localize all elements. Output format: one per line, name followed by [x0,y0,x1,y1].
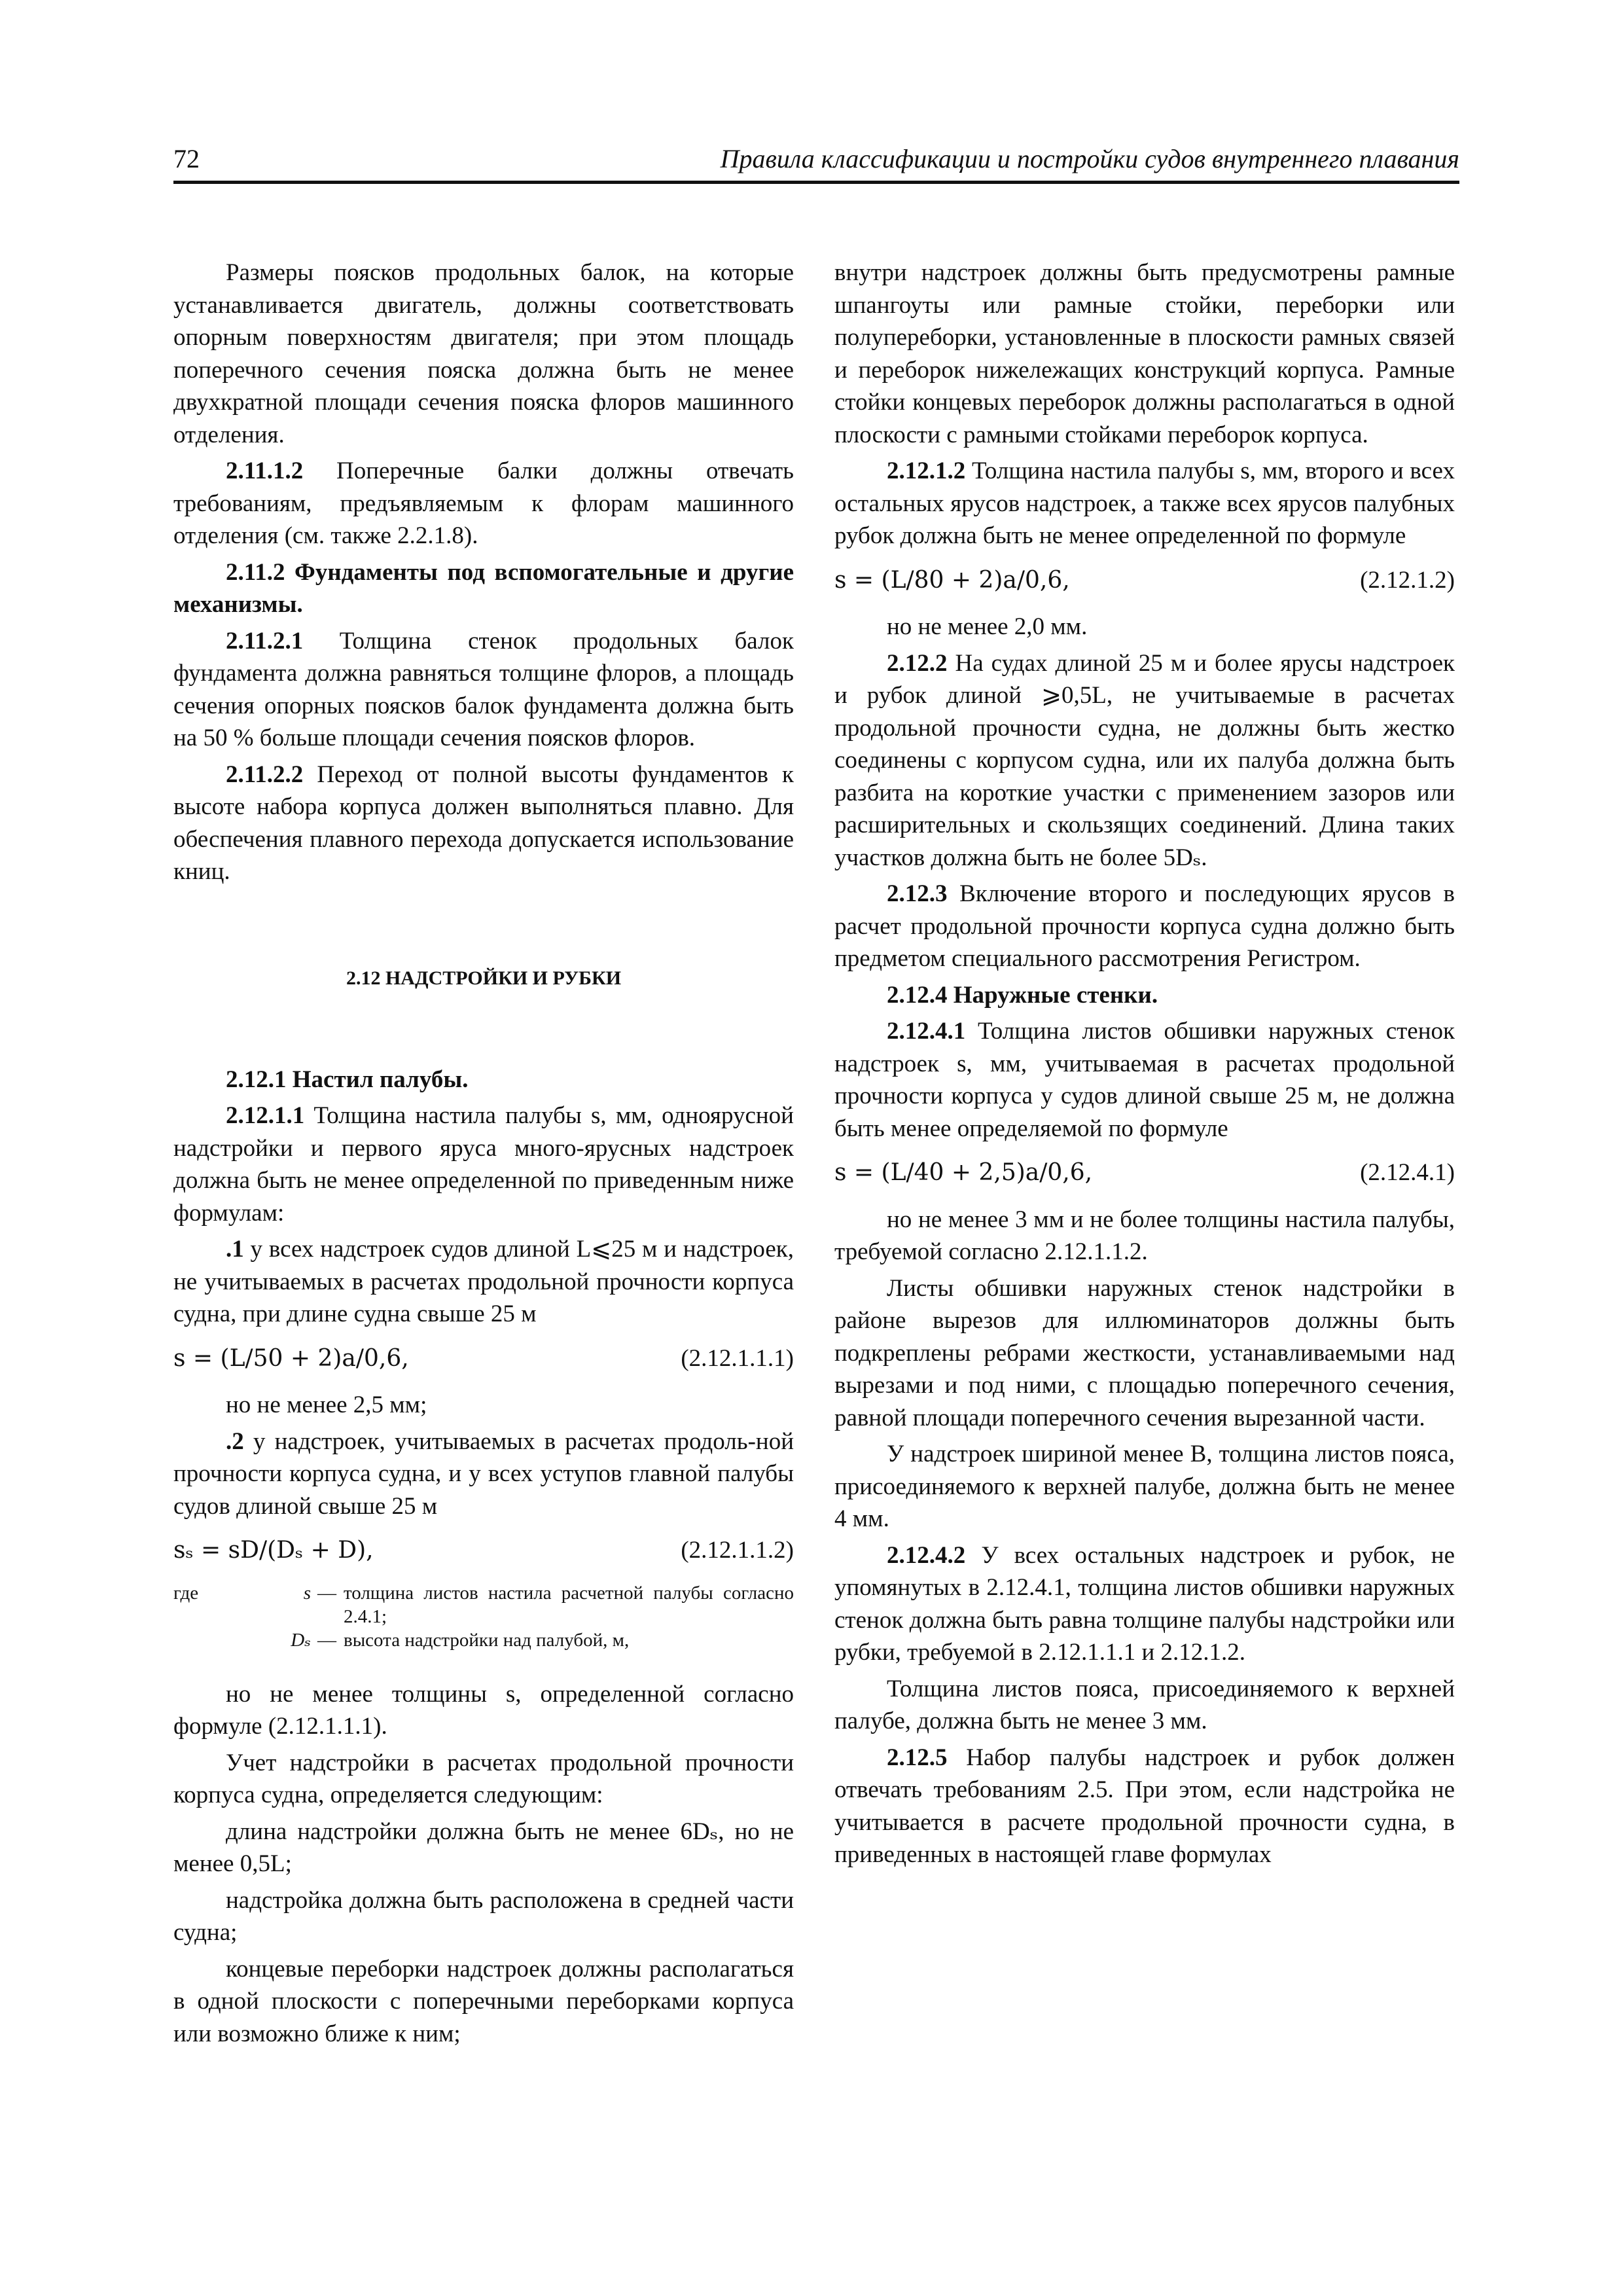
definition-row [173,1581,794,1628]
paragraph [834,878,1455,975]
formula [834,1157,1455,1189]
paragraph: но не менее 3 мм и не более толщины настила палубы, требуемой согласно 2.12.1.1.2. [834,1206,1455,1265]
subsection-heading: 2.12.1 Настил палубы. [226,1066,469,1093]
definition-dash: — [317,1629,336,1651]
paragraph [173,1426,794,1523]
paragraph [834,1015,1455,1145]
paragraph-text: На судах длиной 25 м и более ярусы надстроек и рубок длиной ⩾0,5L, не учитываемые в расчетах продольной прочности судна, не должны быть жестко соединены с корпусом судна, или их палуба должна быть разбита на короткие участки с применением зазоров или расширительных и скользящих соединений. Длина таких участков должна быть не более 5Dₛ. [834,649,1455,871]
page-header [173,143,1459,184]
paragraph-text: Толщина настила палубы s, мм, одноярусной надстройки и первого яруса много-ярусных надстроек должна быть не менее определенной по приведенным ниже формулам: [173,1102,794,1227]
definition-text: высота надстройки над палубой, м, [344,1629,630,1651]
clause-number: 2.11.1.2 [226,457,304,484]
paragraph-text: Толщина листов обшивки наружных стенок надстроек s, мм, учитываемая в расчетах продольной прочности корпуса у судов длиной свыше 25 м, не должна быть менее определяемой по формуле [834,1018,1455,1142]
clause-number: 2.12.3 [887,880,948,907]
right-column [834,257,1455,1875]
clause-number: 2.12.4.2 [887,1541,966,1569]
paragraph: У надстроек шириной менее B, толщина листов пояса, присоединяемого к верхней палубе, должна быть не менее 4 мм. [834,1441,1455,1532]
paragraph-text: У всех остальных надстроек и рубок, не упомянутых в 2.12.4.1, толщина листов обшивки наружных стенок должна быть равна толщине палубы надстройки или рубки, требуемой в 2.12.1.1.1 и 2.12.1.2. [834,1541,1455,1666]
paragraph-text: Толщина настила палубы s, мм, второго и всех остальных ярусов надстроек, а также всех ярусов палубных рубок должна быть не менее определенной по формуле [834,457,1455,549]
definition-row [173,1628,794,1652]
paragraph [834,455,1455,552]
paragraph-text: Толщина стенок продольных балок фундамента должна равняться толщине флоров, а площадь сечения опорных поясков балок фундамента должна быть на 50 % больше площади сечения поясков флоров. [173,627,794,751]
paragraph: но не менее 2,5 мм; [226,1391,427,1418]
where-label: где [173,1582,199,1604]
running-title: Правила классификации и постройки судов внутреннего плавания [720,144,1459,173]
paragraph: внутри надстроек должны быть предусмотрены рамные шпангоуты или рамные стойки, переборки или полупереборки, установленные в плоскости рамных связей и переборок нижележащих конструкций корпуса. Рамные стойки концевых переборок должны располагаться в одной плоскости с рамными стойками переборок корпуса. [834,259,1455,448]
section-title: 2.12 НАДСТРОЙКИ И РУБКИ [346,967,622,989]
clause-number: 2.12.1.2 [887,457,966,484]
formula [173,1534,794,1567]
paragraph [173,759,794,888]
clause-number: 2.11.2.2 [226,761,304,788]
paragraph: но не менее толщины s, определенной согласно формуле (2.12.1.1.1). [173,1680,794,1740]
paragraph [834,647,1455,874]
symbol-definitions [173,1581,794,1652]
paragraph [173,455,794,552]
paragraph [173,1233,794,1331]
paragraph [173,1100,794,1229]
paragraph-text: у надстроек, учитываемых в расчетах продоль-ной прочности корпуса судна, и у всех уступов главной палубы судов длиной свыше 25 м [173,1427,794,1520]
item-number: .1 [226,1236,244,1263]
definition-spacer [173,1628,219,1652]
clause-number: 2.12.5 [887,1744,948,1771]
paragraph: Листы обшивки наружных стенок надстройки в районе вырезов для иллюминаторов должны быть подкреплены ребрами жесткости, устанавливаемыми над вырезами и под ними, с площадью поперечного сечения, равной площади поперечного сечения вырезанной части. [834,1274,1455,1431]
definition-dash: — [317,1582,336,1604]
paragraph-text: Включение второго и последующих ярусов в расчет продольной прочности корпуса судна должно быть предметом специального рассмотрения Регистром. [834,880,1455,972]
formula-expression: s = (L/50 + 2)a/0,6, [173,1344,409,1372]
formula-number: (2.12.1.2) [1360,566,1455,594]
definition-symbol: Dₛ [291,1629,311,1651]
paragraph [834,1742,1455,1871]
page-number: 72 [173,144,200,173]
definition-text: толщина листов настила расчетной палубы согласно 2.4.1; [344,1582,794,1627]
paragraph-text: Набор палубы надстроек и рубок должен отвечать требованиям 2.5. При этом, если надстройка не учитывается в расчете продольной прочности судна, в приведенных в настоящей главе формулах [834,1744,1455,1868]
paragraph: надстройка должна быть расположена в средней части судна; [173,1886,794,1946]
formula-expression: s = (L/80 + 2)a/0,6, [834,566,1070,594]
paragraph: Учет надстройки в расчетах продольной прочности корпуса судна, определяется следующим: [173,1749,794,1808]
formula-number: (2.12.4.1) [1360,1159,1455,1186]
paragraph-text: Переход от полной высоты фундаментов к высоте набора корпуса должен выполняться плавно. Для обеспечения плавного перехода допускается использование книц. [173,761,794,885]
paragraph-text: Поперечные балки должны отвечать требованиям, предъявляемым к флорам машинного отделения (см. также 2.2.1.8). [173,457,794,549]
formula-expression: s = (L/40 + 2,5)a/0,6, [834,1159,1093,1186]
paragraph-text: у всех надстроек судов длиной L⩽25 м и надстроек, не учитываемых в расчетах продольной прочности корпуса судна, при длине судна свыше 25 м [173,1236,794,1327]
paragraph: Толщина листов пояса, присоединяемого к верхней палубе, должна быть не менее 3 мм. [834,1675,1455,1734]
clause-number: 2.12.2 [887,649,948,677]
paragraph: Размеры поясков продольных балок, на которые устанавливается двигатель, должны соответствовать опорным поверхностям двигателя; при этом площадь поперечного сечения пояска должна быть не менее двухкратной площади сечения пояска флоров машинного отделения. [173,259,794,448]
paragraph [834,1539,1455,1669]
clause-number: 2.12.1.1 [226,1102,305,1129]
clause-number: 2.12.4.1 [887,1018,966,1045]
formula [173,1342,794,1375]
formula-number: (2.12.1.1.2) [681,1537,794,1564]
paragraph: но не менее 2,0 мм. [887,613,1088,640]
formula-expression: sₛ = sD/(Dₛ + D), [173,1537,374,1564]
paragraph [173,625,794,755]
paragraph: концевые переборки надстроек должны располагаться в одной плоскости с поперечными переборками корпуса или возможно ближе к ним; [173,1955,794,2047]
left-column [173,257,794,2054]
paragraph: длина надстройки должна быть не менее 6Dₛ, но не менее 0,5L; [173,1818,794,1877]
subsection-heading: 2.12.4 Наружные стенки. [887,981,1158,1009]
definition-symbol: s [303,1582,311,1604]
item-number: .2 [226,1427,244,1455]
subsection-heading: 2.11.2 Фундаменты под вспомогательные и другие механизмы. [173,558,794,618]
formula-number: (2.12.1.1.1) [681,1344,794,1372]
formula [834,564,1455,597]
clause-number: 2.11.2.1 [226,627,304,655]
